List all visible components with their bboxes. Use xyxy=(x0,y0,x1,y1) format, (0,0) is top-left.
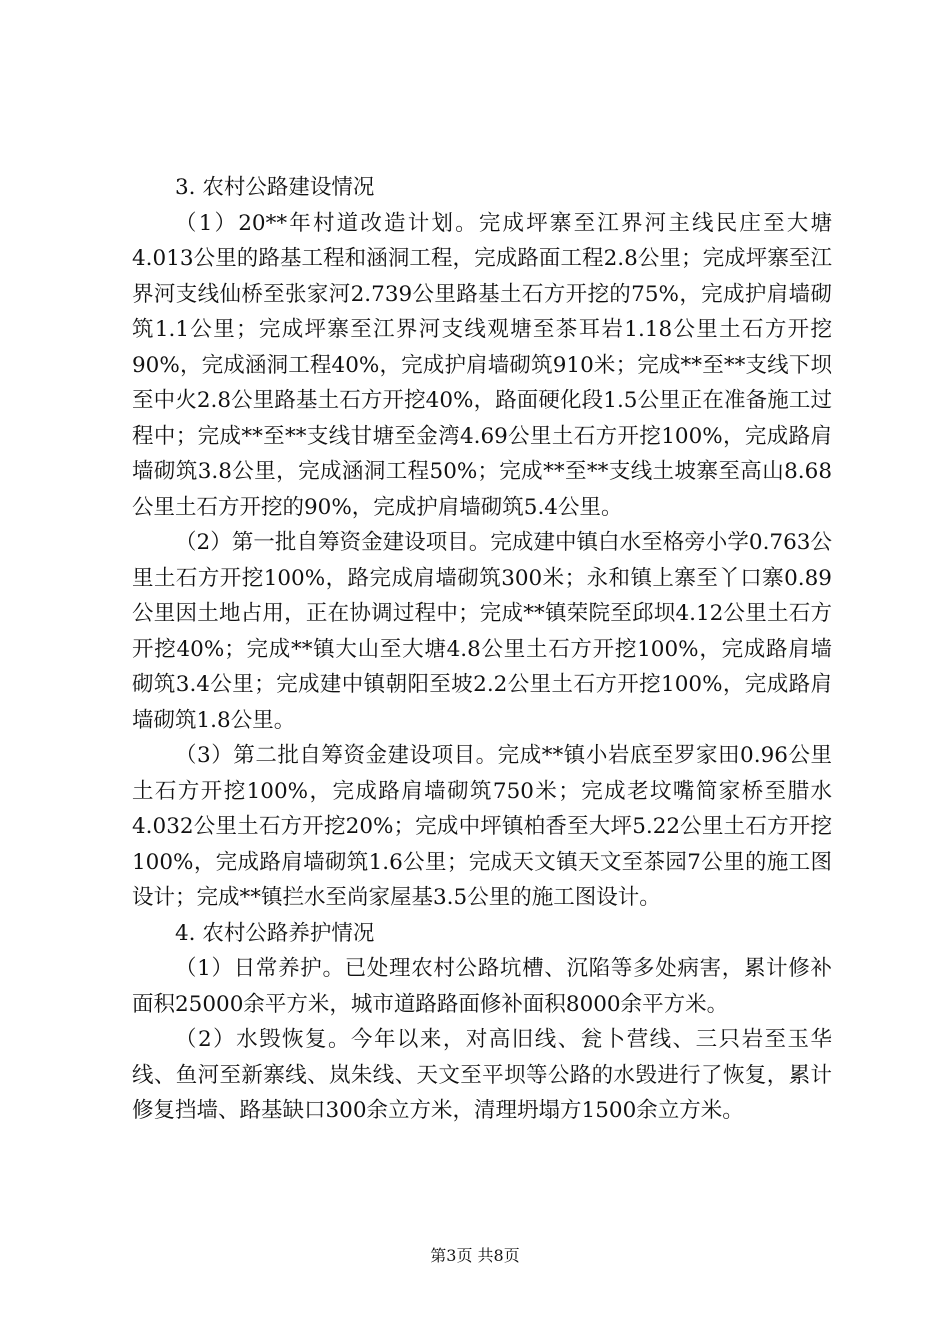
page-footer xyxy=(0,1246,950,1266)
paragraph-flood-damage-recovery: （2）水毁恢复。今年以来，对高旧线、瓮卜营线、三只岩至玉华线、鱼河至新寨线、岚朱线、天文至平坝等公路的水毁进行了恢复，累计修复挡墙、路基缺口300余立方米，清理坍塌方1500余立方米。 xyxy=(132,1027,832,1123)
section-heading-rural-road-construction: 3. 农村公路建设情况 xyxy=(175,175,375,200)
paragraph-second-batch-projects: （3）第二批自筹资金建设项目。完成**镇小岩底至罗家田0.96公里土石方开挖100%，完成路肩墙砌筑750米；完成老坟嘴简家桥至腊水4.032公里土石方开挖20%；完成中坪镇柏香至大坪5.22公里土石方开挖100%，完成路肩墙砌筑1.6公里；完成天文镇天文至茶园7公里的施工图设计；完成**镇拦水至尚家屋基3.5公里的施工图设计。 xyxy=(132,743,832,910)
section-heading-rural-road-maintenance: 4. 农村公路养护情况 xyxy=(175,920,375,946)
paragraph-daily-maintenance: （1）日常养护。已处理农村公路坑槽、沉陷等多处病害，累计修补面积25000余平方米，城市道路路面修补面积8000余平方米。 xyxy=(132,956,832,1017)
paragraph-village-road-plan: （1）20**年村道改造计划。完成坪寨至江界河主线民庄至大塘4.013公里的路基工程和涵洞工程，完成路面工程2.8公里；完成坪寨至江界河支线仙桥至张家河2.739公里路基土石方开挖的75%，完成护肩墙砌筑1.1公里；完成坪寨至江界河支线观塘至茶耳岩1.18公里土石方开挖90%，完成涵洞工程40%，完成护肩墙砌筑910米；完成**至**支线下坝至中火2.8公里路基土石方开挖40%，路面硬化段1.5公里正在准备施工过程中；完成**至**支线甘塘至金湾4.69公里土石方开挖100%，完成路肩墙砌筑3.8公里，完成涵洞工程50%；完成**至**支线土坡寨至高山8.68公里土石方开挖的90%，完成护肩墙砌筑5.4公里。 xyxy=(132,210,832,520)
document-body xyxy=(132,170,832,1129)
paragraph-first-batch-projects: （2）第一批自筹资金建设项目。完成建中镇白水至格旁小学0.763公里土石方开挖100%，路完成肩墙砌筑300米；永和镇上寨至丫口寨0.89公里因土地占用，正在协调过程中；完成**镇荣院至邱坝4.12公里土石方开挖40%；完成**镇大山至大塘4.8公里土石方开挖100%，完成路肩墙砌筑3.4公里；完成建中镇朝阳至坡2.2公里土石方开挖100%，完成路肩墙砌筑1.8公里。 xyxy=(132,530,832,733)
page-indicator: 第3页 共8页 xyxy=(430,1246,520,1265)
